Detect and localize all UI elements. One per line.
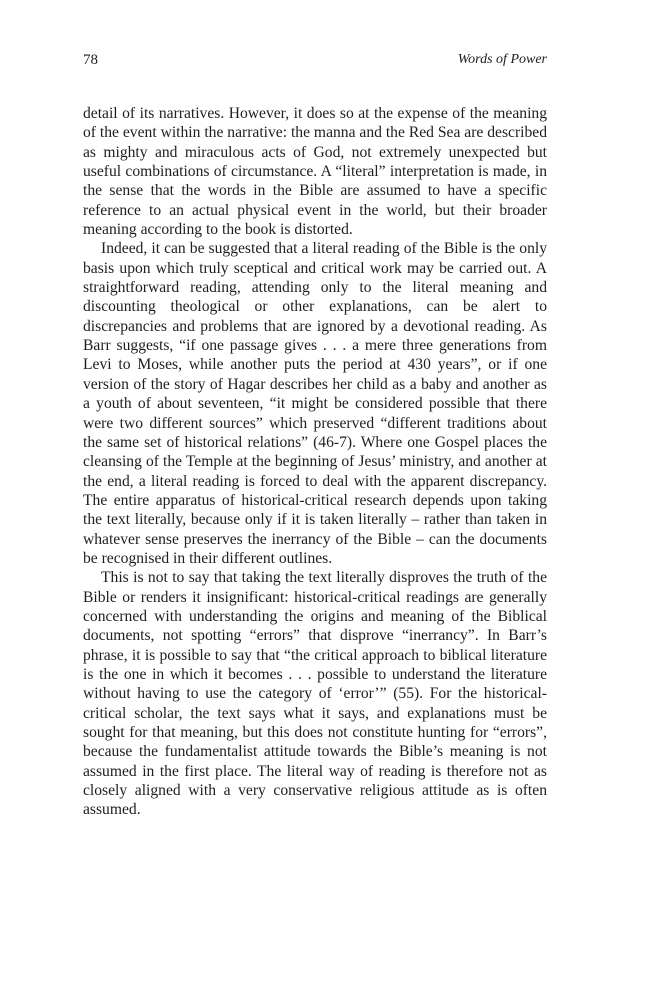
body-text [83,104,547,820]
paragraph-continued: detail of its narratives. However, it does so at the expense of the meaning of the event within the narrative: the manna and the Red Sea are described as mighty and miraculous acts of God, not extremely unexpected but useful combinations of circumstance. A “literal” interpretation is made, in the sense that the words in the Bible are assumed to have a specific reference to an actual physical event in the world, but their broader meaning according to the book is distorted. [83,105,547,239]
paragraph: Indeed, it can be suggested that a literal reading of the Bible is the only basis upon which truly sceptical and critical work may be carried out. A straightforward reading, attending only to the literal meaning and discounting theological or other explanations, can be alert to discrepancies and problems that are ignored by a devotional reading. As Barr suggests, “if one passage gives . . . a mere three generations from Levi to Moses, while another puts the period at 430 years”, or if one version of the story of Hagar describes her child as a baby and another as a youth of about seventeen, “it might be considered possible that there were two different sources” which preserved “different traditions about the same set of historical relations” (46-7). Where one Gospel places the cleansing of the Temple at the beginning of Jesus’ ministry, and another at the end, a literal reading is forced to deal with the apparent discrepancy. The entire apparatus of historical-critical research depends upon taking the text literally, because only if it is taken literally – rather than taken in whatever sense preserves the inerrancy of the Bible – can the documents be recognised in their different outlines. [83,240,547,567]
running-title: Words of Power [457,52,547,67]
running-head [83,52,547,72]
paragraph: This is not to say that taking the text literally disproves the truth of the Bible or renders it insignificant: historical-critical readings are generally concerned with understanding the origins and meaning of the Biblical documents, not spotting “errors” that disprove “inerrancy”. In Barr’s phrase, it is possible to say that “the critical approach to biblical literature is the one in which it becomes . . . possible to understand the literature without having to use the category of ‘error’” (55). For the historical-critical scholar, the text says what it says, and explanations must be sought for that meaning, but this does not constitute hunting for “errors”, because the fundamentalist attitude towards the Bible’s meaning is not assumed in the first place. The literal way of reading is therefore not as closely aligned with a very conservative religious attitude as is often assumed. [83,569,547,819]
page-number: 78 [83,52,98,68]
